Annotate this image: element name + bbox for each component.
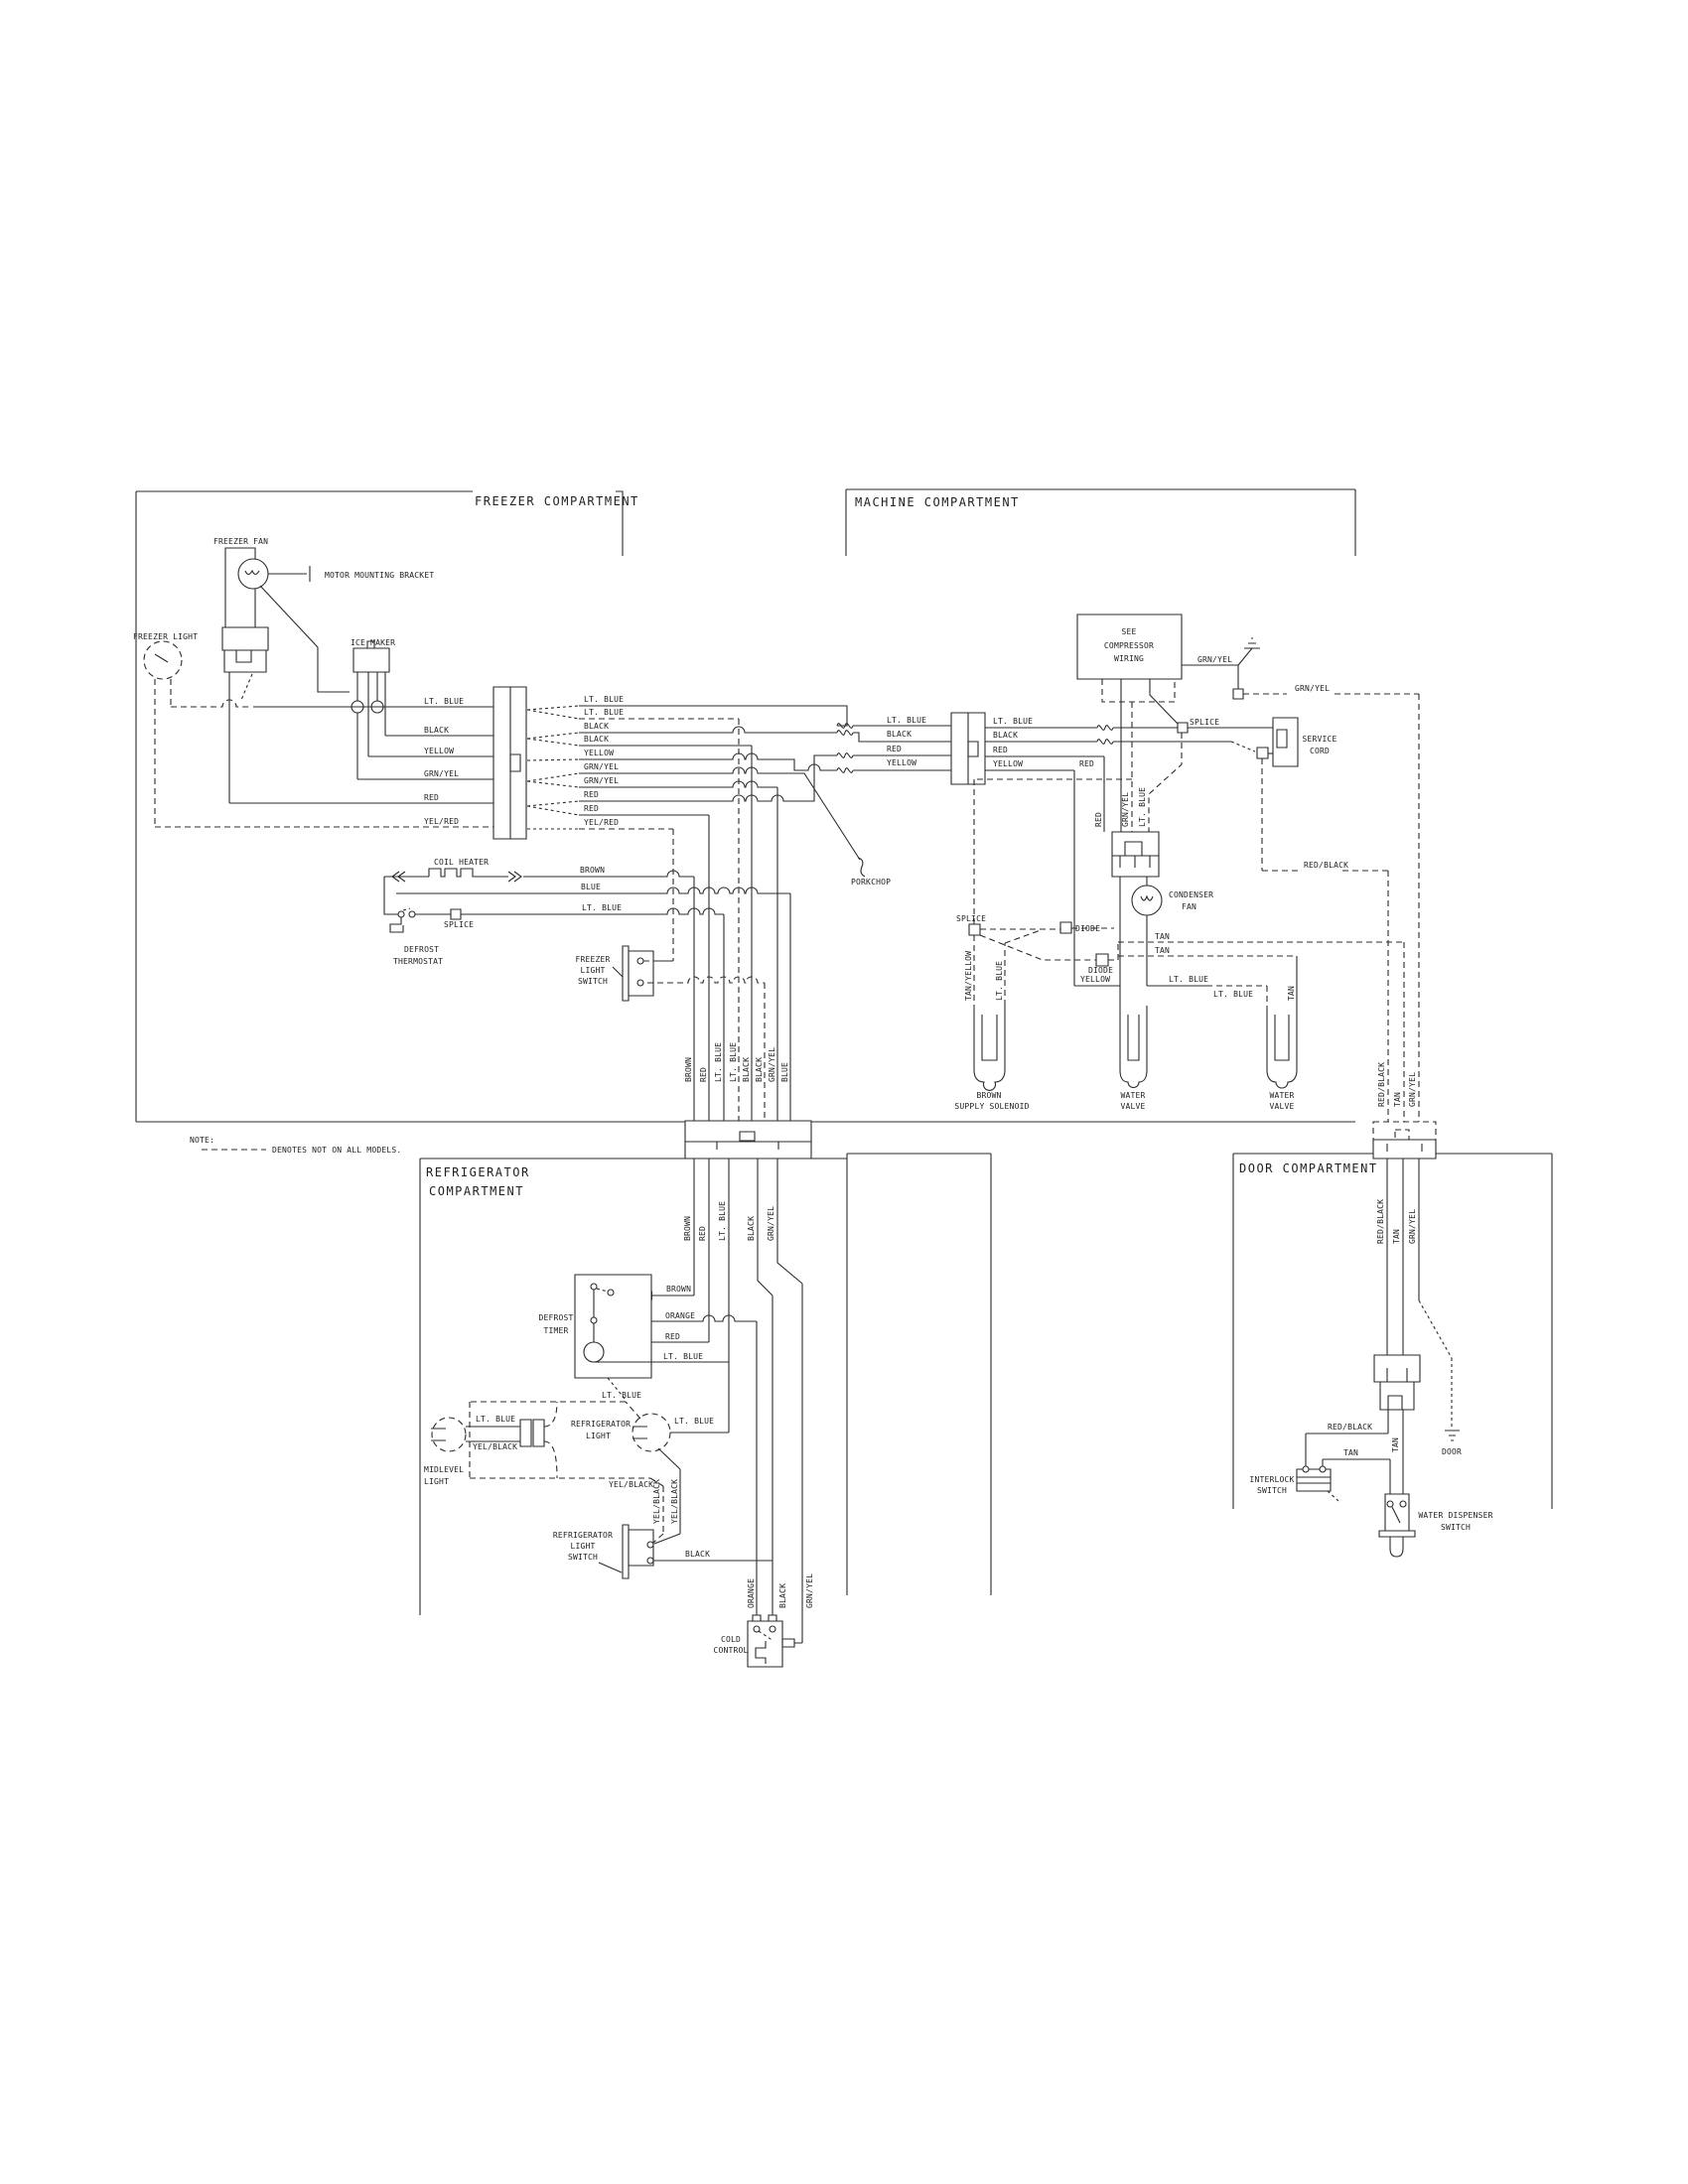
water-valve-label-1a: WATER [1120,1091,1146,1100]
wire-label: TAN [1392,1228,1401,1244]
splice-icon [1257,748,1268,758]
wire-label: YEL/BLACK [609,1480,654,1489]
wire-label: LT. BLUE [1213,990,1254,999]
plunger-icon [1390,1537,1403,1557]
wire-label: GRN/YEL [1295,684,1331,693]
water-dispenser-switch-label-1: WATER DISPENSER [1418,1511,1493,1520]
wire-label: BLACK [584,735,610,744]
wire-label: GRN/YEL [1408,1071,1417,1107]
wire-label: LT. BLUE [1138,786,1147,827]
wire-label: RED/BLACK [1328,1423,1373,1432]
wire-label: GRN/YEL [584,762,620,771]
defrost-timer-label-1: DEFROST [538,1313,574,1322]
light-bulb-icon [144,641,182,679]
wire-label: RED/BLACK [1377,1061,1386,1107]
wire-label: BLACK [424,726,450,735]
compartment-borders [136,489,1552,1615]
ice-maker [352,641,389,713]
wire-label: BLACK [747,1215,756,1241]
wire-label: BROWN [666,1285,692,1294]
wire-label: GRN/YEL [584,776,620,785]
defrost-timer-label-2: TIMER [543,1326,569,1335]
wire-label: LT. BLUE [663,1352,704,1361]
wire-label: RED [698,1225,707,1241]
wire-label: LT. BLUE [718,1200,727,1241]
splice-label: SPLICE [1190,718,1220,727]
refrigerator-light-switch-label-1: REFRIGERATOR [552,1531,614,1540]
interlock-switch-label-2: SWITCH [1256,1486,1288,1495]
wire-label: YELLOW [584,749,615,757]
refrigerator-harness-connector [685,1121,811,1159]
wire-label: GRN/YEL [805,1572,814,1608]
water-valve-label-1b: VALVE [1120,1102,1146,1111]
defrost-thermostat-label-2: THERMOSTAT [393,957,444,966]
labels [133,494,1493,1655]
wire-label: LT. BLUE [602,1391,642,1400]
wire-label: RED [993,746,1009,754]
refrigerator-title-1: REFRIGERATOR [426,1165,530,1179]
brown-supply-solenoid-label-2: SUPPLY SOLENOID [954,1102,1030,1111]
wire-label: YEL/RED [584,818,620,827]
water-dispenser-switch-label-2: SWITCH [1440,1523,1472,1532]
fan-motor-icon [238,559,268,589]
service-cord-label-1: SERVICE [1302,735,1337,744]
wire-label: LT. BLUE [582,903,623,912]
defrost-thermostat-icon [390,917,403,932]
note-label: NOTE: [190,1136,215,1145]
wire-label: RED [424,793,440,802]
splice-icon [451,909,461,919]
wire-label: TAN [1343,1448,1359,1457]
wire-label: TAN [1391,1436,1400,1452]
water-dispenser-switch-body [1385,1494,1409,1531]
wire-label: LT. BLUE [729,1041,738,1082]
wire-label: RED [1094,811,1103,827]
wire-label: BLACK [742,1056,751,1082]
refrigerator-light-label-1: REFRIGERATOR [571,1420,632,1429]
wire-label: RED [584,804,600,813]
splice-label: SPLICE [444,920,475,929]
wire-label: YEL/BLACK [473,1442,518,1451]
refrigerator-light-switch-label-2: LIGHT [570,1542,596,1551]
condenser-fan-label-2: FAN [1182,902,1197,911]
compressor-label-3: WIRING [1113,654,1145,663]
wire-label: GRN/YEL [768,1046,776,1082]
diode-label: DIODE [1075,924,1101,933]
porkchop-label: PORKCHOP [851,878,892,887]
inline-connector [520,1420,531,1446]
wire-label: BLACK [755,1056,764,1082]
wire-label: LT. BLUE [993,717,1034,726]
midlevel-light-label-1: MIDLEVEL [424,1465,465,1474]
wire-label: YEL/RED [424,817,460,826]
midlevel-light-label-2: LIGHT [424,1477,450,1486]
brown-supply-solenoid-label-1: BROWN [976,1091,1002,1100]
condenser-fan-label-1: CONDENSER [1169,890,1214,899]
freezer-fan-label: FREEZER FAN [213,537,269,546]
splice-icon [1178,723,1188,733]
cold-control-label-1: COLD [720,1635,742,1644]
splice-label: SPLICE [956,914,987,923]
wire-label: RED [1079,759,1095,768]
wire-label: LT. BLUE [887,716,927,725]
wire-label: TAN [1287,985,1296,1001]
wire-label: BLACK [584,722,610,731]
wire-label: ORANGE [747,1577,756,1608]
wire-break-icon [1097,726,1113,745]
wire-label: BLACK [778,1582,787,1608]
motor-mounting-bracket-label: MOTOR MOUNTING BRACKET [325,571,435,580]
wire-label: BLACK [993,731,1019,740]
wire-label: LT. BLUE [476,1415,516,1424]
freezer-light-switch-label-1: FREEZER [575,955,611,964]
wire-label: BROWN [580,866,606,875]
wire-label: RED [584,790,600,799]
wire-label: BLACK [685,1550,711,1559]
diode-label: DIODE [1088,966,1114,975]
freezer-fan [222,548,350,803]
compressor-label-2: COMPRESSOR [1103,641,1155,650]
solenoid-coil-icon [974,1070,1297,1090]
wire-label: TAN/YELLOW [964,950,973,1001]
wire-label: BROWN [683,1215,692,1241]
wire-label: LT. BLUE [995,960,1004,1001]
wire-label: ORANGE [665,1311,696,1320]
freezer-light-switch [613,946,765,1001]
midlevel-light-bulb-icon [432,1418,466,1451]
wire-label: GRN/YEL [1408,1208,1417,1244]
wire-label: LT. BLUE [714,1041,723,1082]
freezer-light-switch-label-2: LIGHT [580,966,606,975]
wire-label: BLUE [780,1061,789,1082]
door-connector [1373,1140,1436,1159]
wire-label: TAN [1155,946,1171,955]
wire-label: RED [887,745,903,753]
wire-break-icon [837,724,853,773]
wire-label: RED/BLACK [1304,861,1349,870]
wire-label: YELLOW [424,747,455,755]
refrigerator-light-switch-label-3: SWITCH [567,1553,599,1562]
door-title: DOOR COMPARTMENT [1239,1161,1378,1175]
wire-label: RED [665,1332,681,1341]
ice-maker-label: ICE MAKER [351,638,396,647]
wire-label: BLACK [887,730,913,739]
wire-label: LT. BLUE [584,708,625,717]
wire-label: LT. BLUE [1169,975,1209,984]
diode-icon [1060,922,1071,933]
interlock-switch-label-1: INTERLOCK [1249,1475,1295,1484]
interlock-switch-body [1297,1469,1331,1491]
wire-label: YELLOW [1080,975,1111,984]
refrigerator-title-2: COMPARTMENT [429,1184,524,1198]
timer-motor-icon [584,1342,604,1362]
defrost-thermostat-label-1: DEFROST [404,945,440,954]
freezer-light-switch-label-3: SWITCH [577,977,609,986]
note-text: DENOTES NOT ON ALL MODELS. [272,1146,402,1155]
wire-label: BLUE [581,883,602,891]
wire-label: RED [699,1066,708,1082]
diode-icon [1096,954,1108,966]
wire-label: LT. BLUE [424,697,465,706]
wire-label: TAN [1155,932,1171,941]
wire-label: LT. BLUE [584,695,625,704]
door-lower-connector [1374,1355,1420,1382]
ground-icon [1445,1431,1460,1440]
door-compartment-circuit [1297,1122,1463,1557]
wire-label: GRN/YEL [1121,791,1130,827]
coil-heater-label: COIL HEATER [434,858,490,867]
machine-compartment-circuit [951,614,1419,1122]
compressor-relay [1112,832,1159,856]
wire-label: GRN/YEL [1197,655,1233,664]
cold-control-label-2: CONTROL [713,1646,749,1655]
freezer-light-label: FREEZER LIGHT [133,632,199,641]
water-valve-label-2b: VALVE [1269,1102,1295,1111]
compressor-label-1: SEE [1121,627,1137,636]
wire-label: BROWN [684,1056,693,1082]
water-valve-label-2a: WATER [1269,1091,1295,1100]
wire-label: LT. BLUE [674,1417,715,1426]
porkchop-connector-icon [858,858,865,877]
refrigerator-light-bulb-icon [633,1414,670,1451]
wire-label: YELLOW [993,759,1024,768]
wire-label: RED/BLACK [1376,1198,1385,1244]
wire-label: YEL/BLACK [670,1478,679,1524]
freezer-harness-connector [493,687,579,839]
splice-icon [969,924,980,935]
machine-title: MACHINE COMPARTMENT [855,495,1020,509]
freezer-title: FREEZER COMPARTMENT [475,494,639,508]
condenser-fan-motor-icon [1132,886,1162,915]
service-cord-label-2: CORD [1309,747,1331,755]
door-label: DOOR [1442,1447,1463,1456]
inline-connector [533,1420,544,1446]
refrigerator-light-label-2: LIGHT [586,1432,612,1440]
wire-label: GRN/YEL [424,769,460,778]
wire-label: TAN [1393,1091,1402,1107]
wire-label: YEL/BLACK [652,1478,661,1524]
splice-icon [1233,689,1243,699]
wire-label: YELLOW [887,758,917,767]
wire-label: GRN/YEL [767,1205,775,1241]
